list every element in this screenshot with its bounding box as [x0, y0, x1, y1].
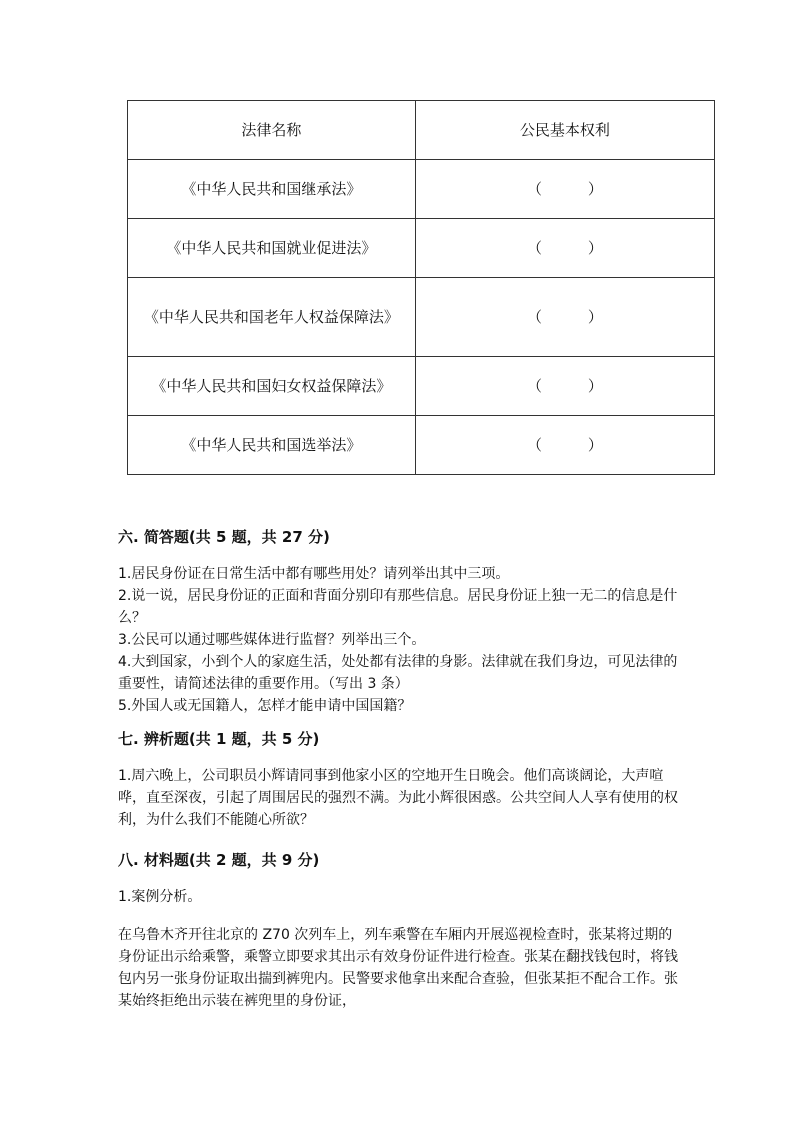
question-5: 5.外国人或无国籍人，怎样才能申请中国国籍？: [118, 698, 412, 714]
table-row: [128, 416, 715, 475]
table-row: [128, 219, 715, 278]
question-2: 2.说一说，居民身份证的正面和背面分别印有那些信息。居民身份证上独一无二的信息是什么？: [118, 588, 678, 626]
answer-blank[interactable]: （）: [415, 219, 714, 278]
section-material: [118, 848, 678, 1012]
law-name-cell: 《中华人民共和国选举法》: [128, 416, 416, 475]
question-4: 4.大到国家，小到个人的家庭生活，处处都有法律的身影。法律就在我们身边，可见法律的重要性，请简述法律的重要作用。（写出 3 条）: [118, 654, 678, 692]
law-name-cell: 《中华人民共和国妇女权益保障法》: [128, 357, 416, 416]
section-short-answer: [118, 525, 678, 717]
question-1: 1.周六晚上，公司职员小辉请同事到他家小区的空地开生日晚会。他们高谈阔论，大声喧哗，直至深夜，引起了周围居民的强烈不满。为此小辉很困惑。公共空间人人享有使用的权利，为什么我们不能随心所欲？: [118, 768, 678, 828]
table-row: [128, 278, 715, 357]
header-law-name: 法律名称: [128, 101, 416, 160]
answer-blank[interactable]: （）: [415, 357, 714, 416]
section-analysis: [118, 727, 678, 831]
header-citizen-rights: 公民基本权利: [415, 101, 714, 160]
case-material: 在乌鲁木齐开往北京的 Z70 次列车上，列车乘警在车厢内开展巡视检查时，张某将过期的身份证出示给乘警，乘警立即要求其出示有效身份证件进行检查。张某在翻找钱包时，将钱包内另一张身份证取出揣到裤兜内。民警要求他拿出来配合查验，但张某拒不配合工作。张某始终拒绝出示装在裤兜里的身份证，: [118, 927, 678, 1009]
question-1-label: 1.案例分析。: [118, 889, 202, 905]
answer-blank[interactable]: （）: [415, 416, 714, 475]
answer-blank[interactable]: （）: [415, 278, 714, 357]
section-title: 八. 材料题(共 2 题，共 9 分): [118, 851, 320, 869]
question-1: 1.居民身份证在日常生活中都有哪些用处？请列举出其中三项。: [118, 566, 510, 582]
law-rights-table: [127, 100, 715, 475]
table-header-row: [128, 101, 715, 160]
law-name-cell: 《中华人民共和国就业促进法》: [128, 219, 416, 278]
table-row: [128, 357, 715, 416]
law-name-cell: 《中华人民共和国老年人权益保障法》: [128, 278, 416, 357]
section-title: 七. 辨析题(共 1 题，共 5 分): [118, 730, 320, 748]
answer-blank[interactable]: （）: [415, 160, 714, 219]
table-row: [128, 160, 715, 219]
question-3: 3.公民可以通过哪些媒体进行监督？列举出三个。: [118, 632, 426, 648]
law-name-cell: 《中华人民共和国继承法》: [128, 160, 416, 219]
section-title: 六. 简答题(共 5 题，共 27 分): [118, 528, 330, 546]
